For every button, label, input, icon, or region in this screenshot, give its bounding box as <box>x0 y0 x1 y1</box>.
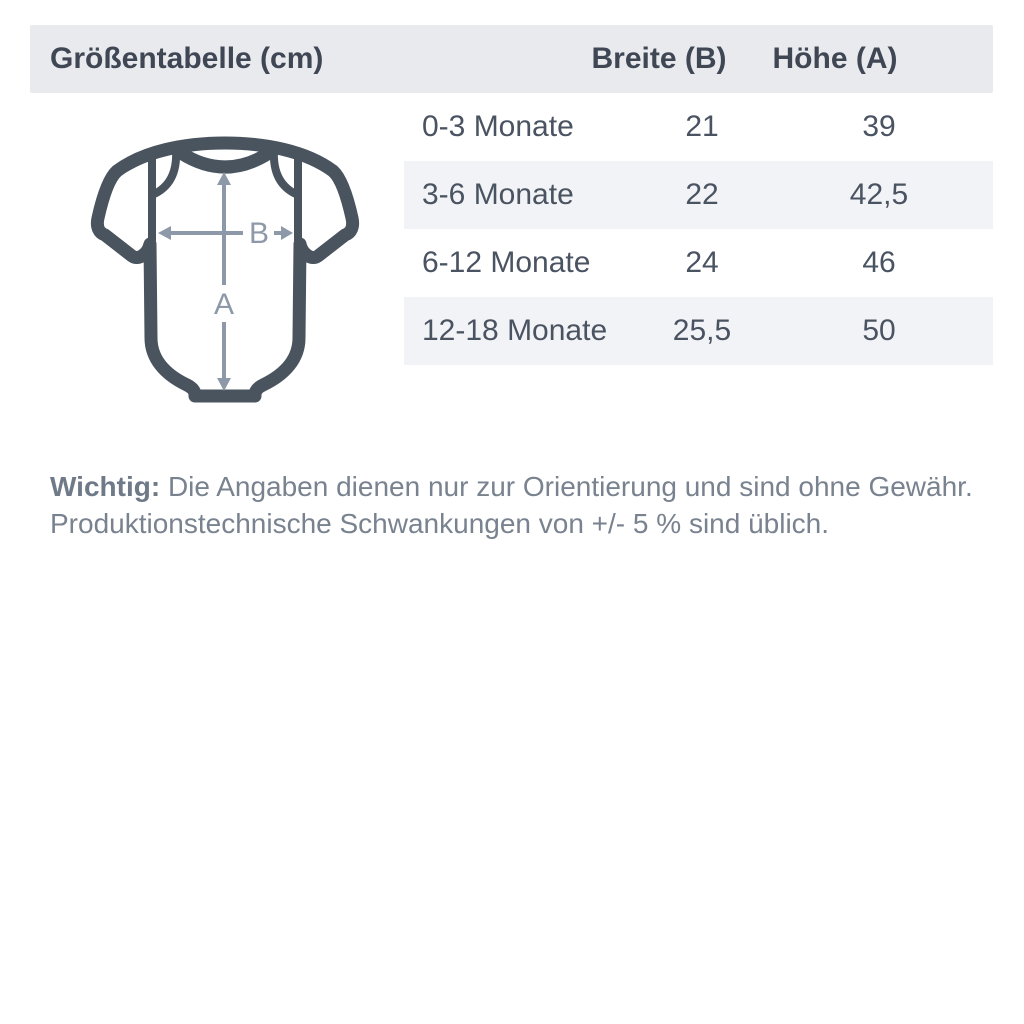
table-row <box>404 229 993 297</box>
breite-value: 25,5 <box>672 314 732 347</box>
hoehe-value: 50 <box>862 314 896 347</box>
hoehe-value: 42,5 <box>849 178 909 211</box>
size-label: 0-3 Monate <box>422 110 574 143</box>
table-row <box>404 297 993 365</box>
column-header-breite: Breite (B) <box>591 42 727 75</box>
bodysuit-diagram-icon <box>80 125 370 415</box>
table-title: Größentabelle (cm) <box>50 42 324 75</box>
disclaimer-line-2: Produktionstechnische Schwankungen von +/- 5 % sind üblich. <box>50 508 830 539</box>
width-arrow-label: B <box>248 217 270 250</box>
column-header-hoehe: Höhe (A) <box>772 42 898 75</box>
disclaimer-note <box>50 468 973 542</box>
size-label: 3-6 Monate <box>422 178 574 211</box>
disclaimer-prefix: Wichtig: <box>50 471 161 502</box>
table-row <box>404 93 993 161</box>
breite-value: 21 <box>685 110 719 143</box>
height-arrow-label: A <box>213 288 235 321</box>
table-row <box>404 161 993 229</box>
disclaimer-text-1: Die Angaben dienen nur zur Orientierung und sind ohne Gewähr. <box>167 471 973 502</box>
hoehe-value: 39 <box>862 110 896 143</box>
hoehe-value: 46 <box>862 246 896 279</box>
size-label: 6-12 Monate <box>422 246 591 279</box>
disclaimer-line-1 <box>50 468 973 505</box>
breite-value: 22 <box>685 178 719 211</box>
size-label: 12-18 Monate <box>422 314 608 347</box>
breite-value: 24 <box>685 246 719 279</box>
table-header-row <box>30 25 993 93</box>
